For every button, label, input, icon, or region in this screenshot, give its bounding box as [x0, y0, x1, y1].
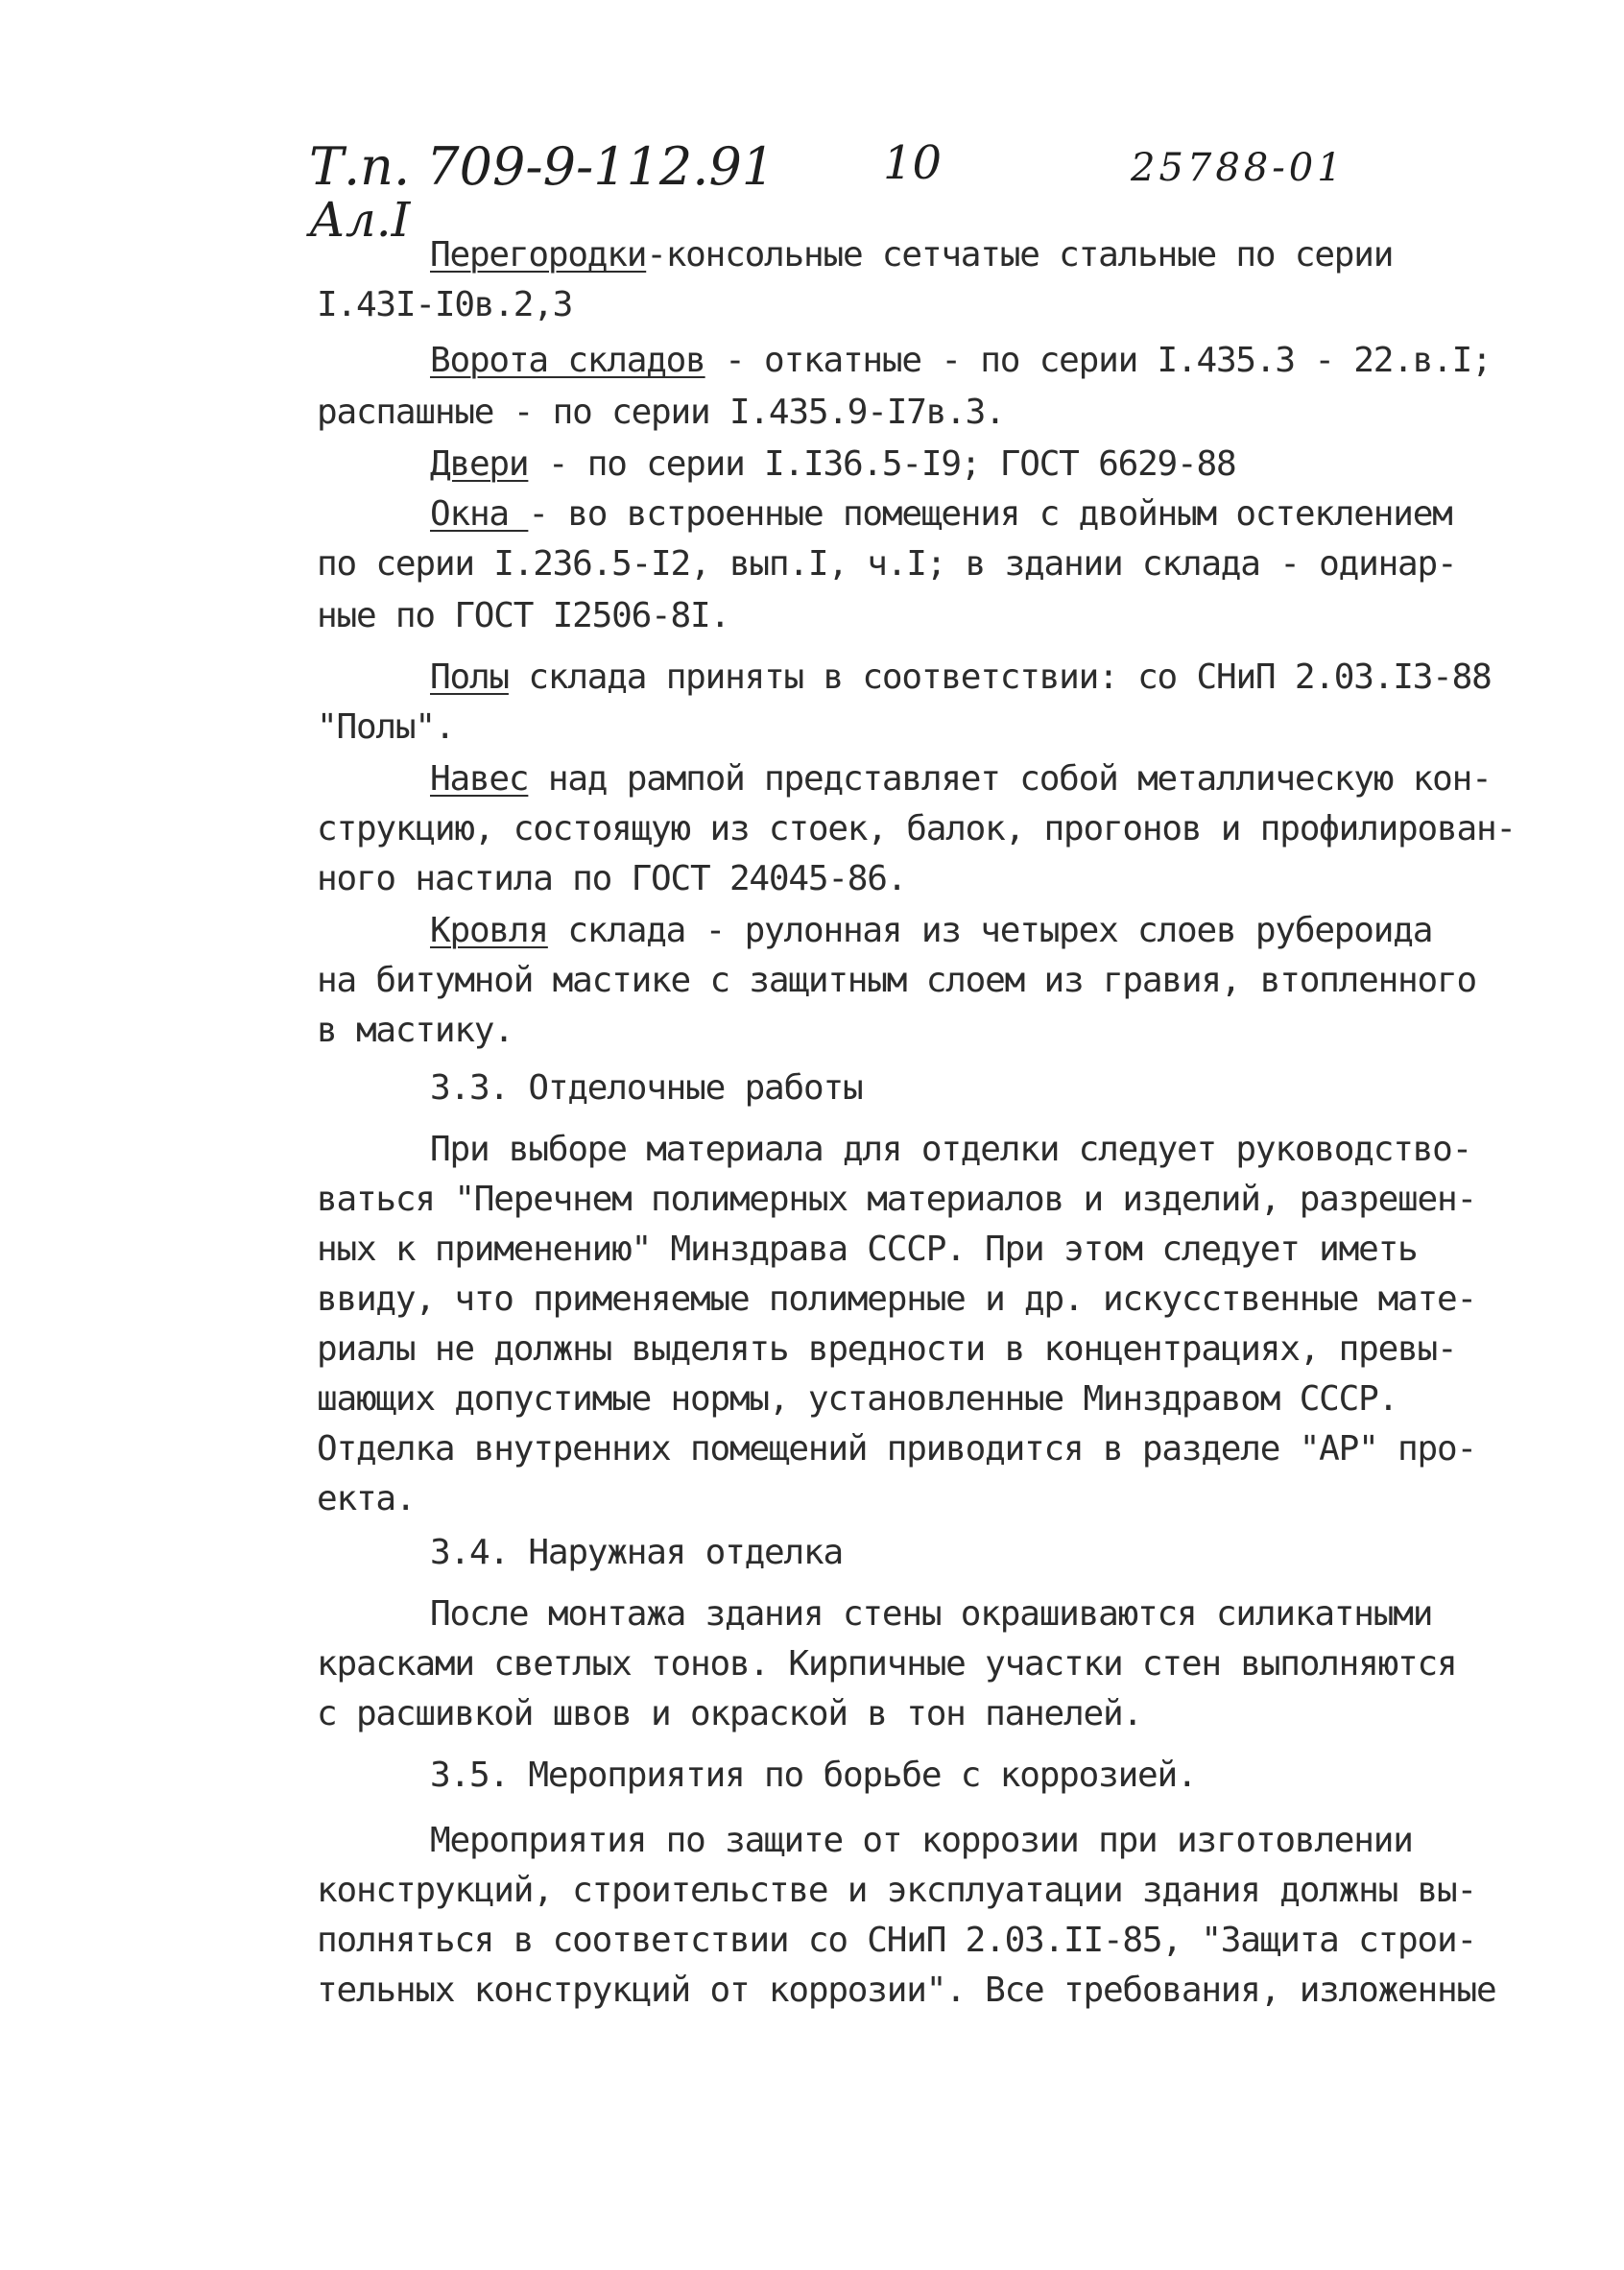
text-line: Полы склада приняты в соответствии: со СНиП 2.03.I3-88	[430, 657, 1492, 697]
section-heading: 3.5. Мероприятия по борьбе с коррозией.	[430, 1756, 1197, 1795]
text-line: Мероприятия по защите от коррозии при изготовлении	[430, 1821, 1413, 1860]
text-line: полняться в соответствии со СНиП 2.03.II-85, "Защита строи-	[317, 1921, 1476, 1960]
term-heading: Двери	[430, 444, 529, 484]
text-line: распашные - по серии I.435.9-I7в.3.	[317, 393, 1005, 432]
text-line: I.43I-I0в.2,3	[317, 285, 573, 324]
text-line: ного настила по ГОСТ 24045-86.	[317, 859, 907, 898]
section-heading: 3.3. Отделочные работы	[430, 1068, 863, 1108]
text-line: екта.	[317, 1479, 416, 1518]
text-line: ввиду, что применяемые полимерные и др. искусственные мате-	[317, 1279, 1476, 1319]
album-number: Ал.I	[309, 192, 411, 248]
text-line: шающих допустимые нормы, установленные Минздравом СССР.	[317, 1379, 1398, 1419]
text-line: конструкций, строительстве и эксплуатации здания должны вы-	[317, 1871, 1476, 1910]
text-line: Двери - по серии I.I36.5-I9; ГОСТ 6629-88	[430, 444, 1236, 484]
text-line: При выборе материала для отделки следует руководство-	[430, 1130, 1472, 1169]
text-line: ных к применению" Минздрава СССР. При этом следует иметь	[317, 1230, 1418, 1269]
text-line: ваться "Перечнем полимерных материалов и изделий, разрешен-	[317, 1180, 1476, 1219]
term-heading: Полы	[430, 657, 509, 697]
text-line: Отделка внутренних помещений приводится в разделе "АР" про-	[317, 1429, 1476, 1469]
text-line: ные по ГОСТ I2506-8I.	[317, 596, 729, 635]
text-line: тельных конструкций от коррозии". Все требования, изложенные	[317, 1971, 1496, 2010]
text-line: Кровля склада - рулонная из четырех слоев рубероида	[430, 911, 1433, 950]
archive-number: 25788-01	[1131, 146, 1346, 190]
text-line: риалы не должны выделять вредности в концентрациях, превы-	[317, 1329, 1457, 1369]
text-line: Окна - во встроенные помещения с двойным остеклением	[430, 494, 1452, 534]
text-line: по серии I.236.5-I2, вып.I, ч.I; в здании склада - одинар-	[317, 544, 1457, 584]
doc-code: Т.п. 709-9-112.91	[309, 136, 776, 197]
term-heading: Кровля	[430, 911, 548, 950]
term-heading: Перегородки	[430, 235, 647, 275]
text-line: струкцию, состоящую из стоек, балок, прогонов и профилирован-	[317, 809, 1516, 848]
section-heading: 3.4. Наружная отделка	[430, 1533, 843, 1572]
text-line: красками светлых тонов. Кирпичные участки стен выполняются	[317, 1644, 1457, 1684]
text-line: с расшивкой швов и окраской в тон панелей.	[317, 1694, 1142, 1733]
term-heading: Навес	[430, 759, 529, 799]
text-line: на битумной мастике с защитным слоем из гравия, втопленного	[317, 961, 1476, 1000]
text-line: Ворота складов - откатные - по серии I.435.3 - 22.в.I;	[430, 341, 1492, 380]
text-line: Перегородки-консольные сетчатые стальные по серии	[430, 235, 1394, 275]
term-heading: Окна	[430, 494, 529, 534]
text-line: После монтажа здания стены окрашиваются силикатными	[430, 1594, 1433, 1634]
page-number: 10	[883, 136, 943, 190]
text-line: в мастику.	[317, 1011, 513, 1050]
term-heading: Ворота складов	[430, 341, 705, 380]
text-line: Навес над рампой представляет собой металлическую кон-	[430, 759, 1492, 799]
text-line: "Полы".	[317, 707, 455, 747]
